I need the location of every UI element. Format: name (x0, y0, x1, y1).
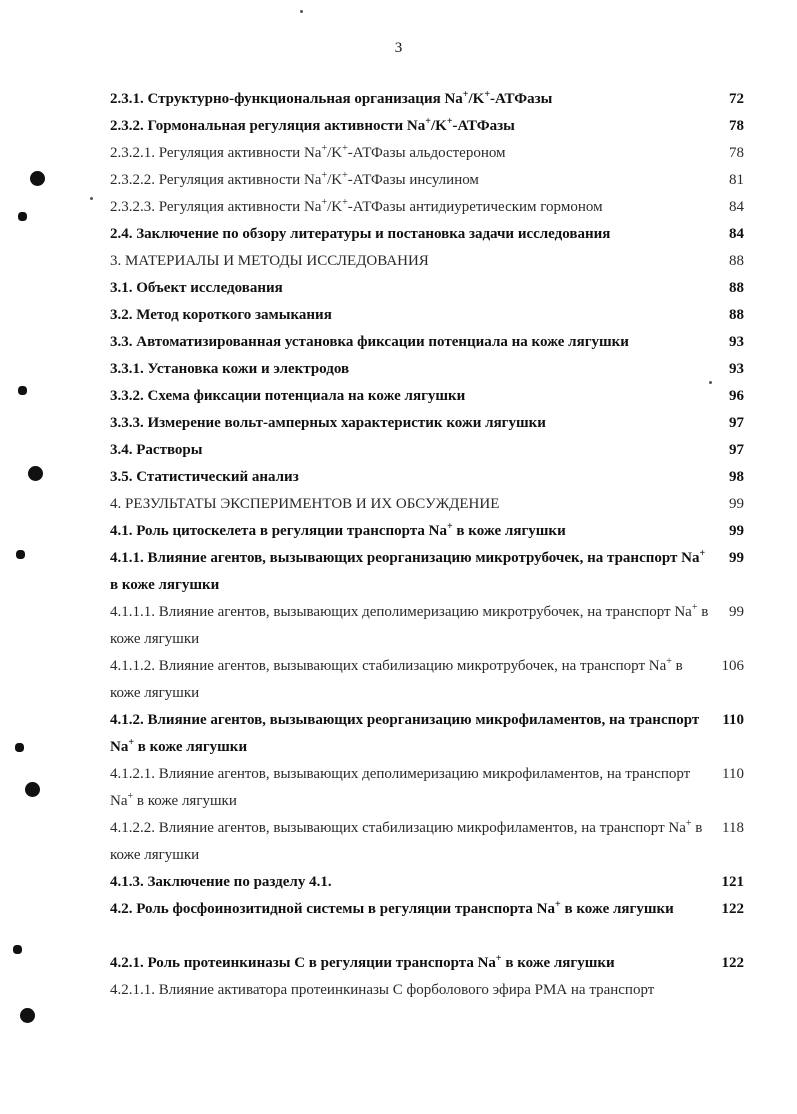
toc-entry-text: в коже лягушки (110, 577, 220, 593)
toc-entry (0, 653, 797, 707)
toc-entry (0, 167, 797, 194)
toc-entry (0, 518, 797, 545)
toc-entry-page: 78 (729, 118, 744, 134)
toc-entry-text: 4.2. Роль фосфоинозитидной системы в регуляции транспорта Na (110, 901, 556, 917)
toc-entry-page: 99 (729, 604, 744, 620)
toc-entry (0, 275, 797, 302)
toc-entry-title (110, 194, 700, 221)
toc-entry-page: 88 (729, 253, 744, 269)
toc-entry-title (110, 302, 700, 329)
toc-entry-title (110, 275, 700, 302)
toc-entry-text: + (484, 89, 491, 100)
toc-entry-text: в коже лягушки (110, 604, 709, 647)
toc-entry-page: 99 (729, 523, 744, 539)
toc-entry-text: 4.1.3. Заключение по разделу 4.1. (110, 874, 332, 890)
toc-entry (0, 383, 797, 410)
table-of-contents (0, 86, 797, 1004)
toc-entry-page: 93 (729, 334, 744, 350)
toc-entry-title (110, 221, 700, 248)
toc-entry (0, 815, 797, 869)
toc-entry (0, 302, 797, 329)
toc-entry-text: + (691, 602, 698, 613)
toc-entry-text: /K (430, 118, 447, 134)
binder-hole (28, 466, 43, 481)
toc-entry-page: 106 (721, 658, 744, 674)
toc-entry-title (110, 167, 700, 194)
toc-entry-text: 4.2.1.1. Влияние активатора протеинкиназы С форболового эфира РМА на транспорт (110, 982, 655, 998)
toc-entry-title (110, 410, 700, 437)
toc-entry-page: 122 (721, 901, 744, 917)
toc-entry (0, 977, 797, 1004)
binder-hole (20, 1008, 35, 1023)
toc-entry (0, 86, 797, 113)
toc-entry-title (110, 140, 700, 167)
toc-entry-page: 93 (729, 361, 744, 377)
toc-entry-text: + (127, 791, 134, 802)
toc-entry-text: + (555, 899, 561, 910)
toc-entry-text: -АТФазы инсулином (347, 172, 479, 188)
toc-entry (0, 896, 797, 950)
toc-entry-text: + (699, 548, 706, 559)
toc-entry-title (110, 329, 700, 356)
toc-entry-text: 3.3.1. Установка кожи и электродов (110, 361, 350, 377)
toc-entry-text: 3.3. Автоматизированная установка фиксации потенциала на коже лягушки (110, 334, 629, 350)
toc-entry (0, 437, 797, 464)
toc-entry-text: 3.5. Статистический анализ (110, 469, 299, 485)
toc-entry-page: 84 (729, 199, 744, 215)
toc-entry-text: + (342, 143, 348, 154)
toc-entry-text: 3.3.3. Измерение вольт-амперных характеристик кожи лягушки (110, 415, 546, 431)
toc-entry-text: + (446, 521, 453, 532)
toc-entry-page: 88 (729, 280, 744, 296)
toc-entry (0, 464, 797, 491)
toc-entry-text: 2.3.1. Структурно-функциональная организация Na (110, 91, 463, 107)
toc-entry-title (110, 437, 700, 464)
toc-entry-text: в коже лягушки (452, 523, 566, 539)
scan-speck (15, 743, 24, 752)
toc-entry-text: 4. РЕЗУЛЬТАТЫ ЭКСПЕРИМЕНТОВ И ИХ ОБСУЖДЕНИЕ (110, 496, 500, 512)
scan-speck (18, 212, 27, 221)
toc-entry-text: 3.1. Объект исследования (110, 280, 283, 296)
toc-entry-text: 4.1.2.2. Влияние агентов, вызывающих стабилизацию микрофиламентов, на транспорт Na (110, 820, 686, 836)
toc-entry (0, 761, 797, 815)
toc-entry-text: + (321, 170, 328, 181)
toc-entry-text: 4.1.2.1. Влияние агентов, вызывающих деполимеризацию микрофиламентов, на транспорт Na (110, 766, 691, 809)
toc-entry-text: в коже лягушки (134, 739, 248, 755)
toc-entry (0, 410, 797, 437)
toc-entry-text: в коже лягушки (110, 820, 703, 863)
toc-entry-title (110, 950, 700, 977)
toc-entry-text: -АТФазы (490, 91, 553, 107)
toc-entry-text: 4.1.1.1. Влияние агентов, вызывающих деполимеризацию микротрубочек, на транспорт Na (110, 604, 692, 620)
toc-entry-page: 110 (722, 766, 744, 782)
toc-entry-page: 81 (729, 172, 744, 188)
toc-entry (0, 113, 797, 140)
page-number: 3 (394, 40, 403, 56)
toc-entry-text: + (342, 197, 348, 208)
toc-entry-text: 4.1.1. Влияние агентов, вызывающих реорганизацию микротрубочек, на транспорт Na (110, 550, 700, 566)
toc-entry-text: + (446, 116, 453, 127)
scan-speck (709, 381, 712, 384)
toc-entry-text: 4.2.1. Роль протеинкиназы С в регуляции транспорта Na (110, 955, 496, 971)
scan-speck (18, 386, 27, 395)
toc-entry-text: 2.3.2. Гормональная регуляция активности Na (110, 118, 426, 134)
toc-entry-text: /K (327, 199, 343, 215)
toc-entry-page: 72 (729, 91, 744, 107)
toc-entry-text: /K (327, 145, 343, 161)
toc-entry-page: 122 (721, 955, 744, 971)
toc-entry-text: 2.4. Заключение по обзору литературы и постановка задачи исследования (110, 226, 611, 242)
toc-entry-title (110, 86, 700, 113)
toc-entry (0, 599, 797, 653)
toc-entry-page: 99 (729, 496, 744, 512)
toc-entry-page: 118 (722, 820, 744, 836)
toc-entry (0, 356, 797, 383)
toc-entry-text: 4.1.1.2. Влияние агентов, вызывающих стабилизацию микротрубочек, на транспорт Na (110, 658, 667, 674)
scan-speck (16, 550, 25, 559)
toc-entry-text: + (462, 89, 469, 100)
toc-entry-title (110, 491, 700, 518)
toc-entry-text: + (685, 818, 692, 829)
toc-entry-title (110, 464, 700, 491)
toc-entry (0, 545, 797, 599)
scan-speck (90, 197, 93, 200)
toc-entry-page: 78 (729, 145, 744, 161)
toc-entry-text: /K (468, 91, 485, 107)
toc-entry-title (110, 113, 700, 140)
scan-speck (13, 945, 22, 954)
toc-entry-title (110, 869, 700, 896)
toc-entry (0, 491, 797, 518)
toc-entry-page: 98 (729, 469, 744, 485)
toc-entry-text: + (666, 656, 672, 667)
toc-entry-text: /K (327, 172, 343, 188)
binder-hole (30, 171, 45, 186)
toc-entry (0, 140, 797, 167)
toc-entry-title (110, 707, 710, 761)
toc-entry (0, 248, 797, 275)
toc-entry-text: + (425, 116, 431, 127)
toc-entry (0, 869, 797, 896)
toc-entry-text: 2.3.2.3. Регуляция активности Na (110, 199, 322, 215)
toc-entry-title (110, 761, 710, 815)
toc-entry (0, 194, 797, 221)
toc-entry-text: 4.1.2. Влияние агентов, вызывающих реорганизацию микрофиламентов, на транспорт Na (110, 712, 700, 755)
toc-entry-title (110, 815, 710, 869)
toc-entry-title (110, 545, 710, 599)
toc-entry-title (110, 977, 700, 1004)
toc-entry-text: в коже лягушки (110, 658, 683, 701)
toc-entry-text: 2.3.2.2. Регуляция активности Na (110, 172, 322, 188)
scan-speck (300, 10, 303, 13)
toc-entry-text: -АТФазы альдостероном (347, 145, 506, 161)
toc-entry-text: 3.2. Метод короткого замыкания (110, 307, 332, 323)
toc-entry-text: 3.3.2. Схема фиксации потенциала на коже лягушки (110, 388, 466, 404)
toc-entry-text: + (128, 737, 135, 748)
toc-entry-title (110, 383, 700, 410)
toc-entry-text: + (321, 197, 328, 208)
toc-entry-text: в коже лягушки (133, 793, 237, 809)
toc-entry-title (110, 599, 710, 653)
toc-entry-title (110, 896, 710, 923)
toc-entry-title (110, 653, 710, 707)
toc-entry-title (110, 356, 700, 383)
toc-entry (0, 329, 797, 356)
toc-entry-page: 96 (729, 388, 744, 404)
toc-entry-text: в коже лягушки (560, 901, 674, 917)
toc-entry-text: в коже лягушки (501, 955, 615, 971)
toc-entry-title (110, 518, 700, 545)
toc-entry-page: 97 (729, 442, 744, 458)
toc-entry-text: 2.3.2.1. Регуляция активности Na (110, 145, 322, 161)
toc-entry-page: 110 (722, 712, 744, 728)
toc-entry (0, 707, 797, 761)
toc-entry-page: 88 (729, 307, 744, 323)
toc-entry-text: + (495, 953, 502, 964)
toc-entry-text: 3. МАТЕРИАЛЫ И МЕТОДЫ ИССЛЕДОВАНИЯ (110, 253, 429, 269)
toc-entry-text: 4.1. Роль цитоскелета в регуляции транспорта Na (110, 523, 447, 539)
toc-entry-text: 3.4. Растворы (110, 442, 203, 458)
toc-entry (0, 950, 797, 977)
toc-entry-text: + (342, 170, 348, 181)
toc-entry-text: -АТФазы антидиуретическим гормоном (347, 199, 603, 215)
toc-entry-page: 97 (729, 415, 744, 431)
toc-entry-text: -АТФазы (452, 118, 515, 134)
toc-entry-page: 84 (729, 226, 744, 242)
toc-entry-text: + (321, 143, 328, 154)
toc-entry (0, 221, 797, 248)
toc-entry-title (110, 248, 700, 275)
toc-entry-page: 121 (721, 874, 744, 890)
binder-hole (25, 782, 40, 797)
toc-entry-page: 99 (729, 550, 744, 566)
